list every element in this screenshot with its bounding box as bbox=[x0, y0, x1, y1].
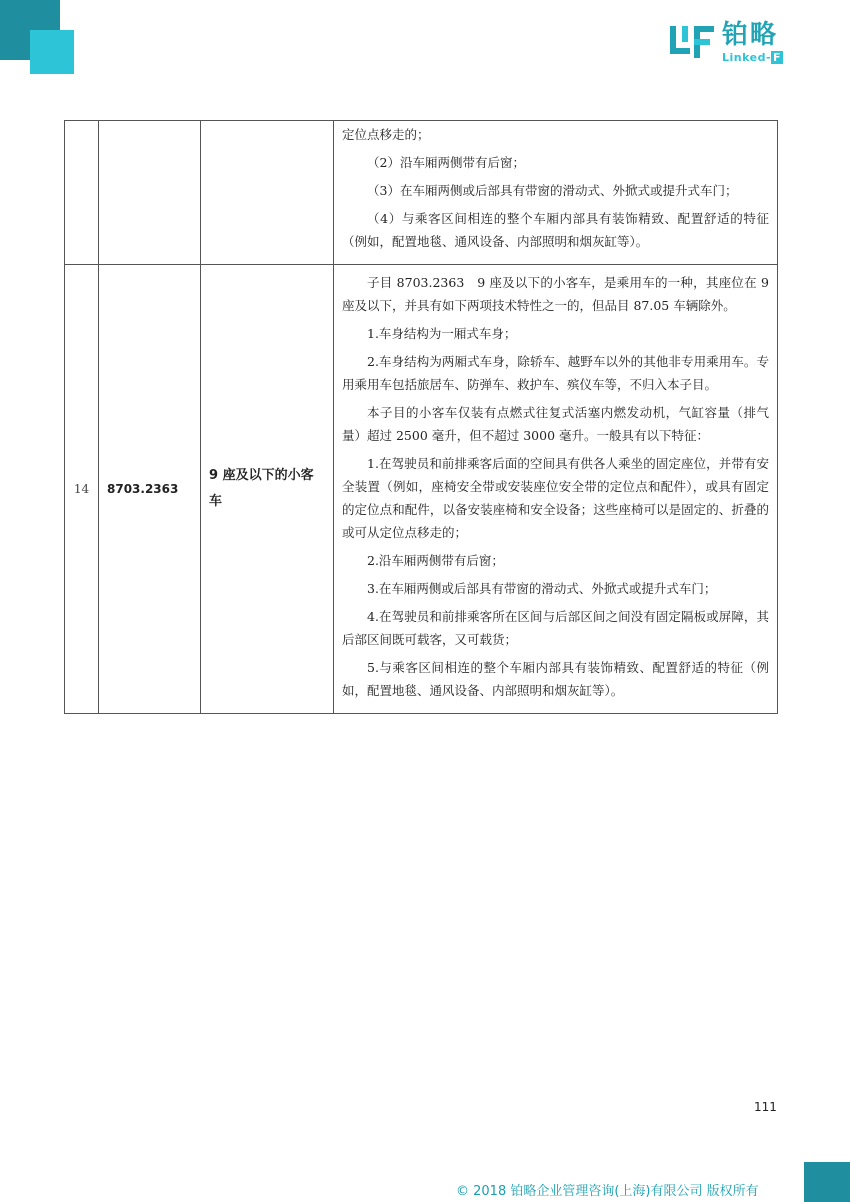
tariff-spec-table bbox=[64, 120, 778, 714]
continued-paragraph-1: 定位点移走的； bbox=[342, 127, 430, 142]
cell-row-number: 14 bbox=[65, 265, 99, 714]
cell-item-name: 9 座及以下的小客车 bbox=[201, 265, 334, 714]
logo-chinese-text: 铂略 bbox=[722, 20, 779, 50]
description-paragraph-6: 2.沿车厢两侧带有后窗； bbox=[367, 553, 504, 568]
description-paragraph-1: 子目 8703.2363 9 座及以下的小客车，是乘用车的一种，其座位在 9 座及以下，并具有如下两项技术特性之一的，但品目 87.05 车辆除外。 bbox=[342, 275, 769, 313]
brand-logo bbox=[668, 20, 798, 66]
table-row-continued bbox=[65, 121, 778, 265]
description-paragraph-3: 2.车身结构为两厢式车身，除轿车、越野车以外的其他非专用乘用车。专用乘用车包括旅居车、防弹车、救护车、殡仪车等，不归入本子目。 bbox=[342, 354, 769, 392]
table-row-14 bbox=[65, 265, 778, 714]
page-number: 111 bbox=[754, 1100, 777, 1114]
footer-decoration-bar bbox=[804, 1162, 850, 1202]
description-paragraph-8: 4.在驾驶员和前排乘客所在区间与后部区间之间没有固定隔板或屏障，其后部区间既可载客，又可载货； bbox=[342, 609, 769, 647]
description-paragraph-2: 1.车身结构为一厢式车身； bbox=[367, 326, 517, 341]
description-paragraph-5: 1.在驾驶员和前排乘客后面的空间具有供各人乘坐的固定座位，并带有安全装置（例如，座椅安全带或安装座位安全带的定位点和配件），或具有固定的定位点和配件，以备安装座椅和安全设备；这些座椅可以是固定的、折叠的或可从定位点移走的； bbox=[342, 456, 769, 540]
cell-tariff-code: 8703.2363 bbox=[99, 265, 201, 714]
logo-english-text bbox=[722, 51, 783, 64]
logo-mark-icon bbox=[668, 22, 718, 62]
cell-description bbox=[334, 265, 778, 714]
continued-paragraph-2: （2）沿车厢两侧带有后窗； bbox=[367, 155, 525, 170]
description-paragraph-7: 3.在车厢两侧或后部具有带窗的滑动式、外掀式或提升式车门； bbox=[367, 581, 717, 596]
description-paragraph-4: 本子目的小客车仅装有点燃式往复式活塞内燃发动机，气缸容量（排气量）超过 2500 毫升，但不超过 3000 毫升。一般具有以下特征： bbox=[342, 405, 769, 443]
logo-english-badge: F bbox=[773, 51, 782, 64]
logo-english-prefix: Linked- bbox=[722, 51, 772, 64]
corner-decoration-light bbox=[30, 30, 74, 74]
continued-paragraph-4: （4）与乘客区间相连的整个车厢内部具有装饰精致、配置舒适的特征（例如，配置地毯、通风设备、内部照明和烟灰缸等）。 bbox=[342, 211, 769, 249]
continued-paragraph-3: （3）在车厢两侧或后部具有带窗的滑动式、外掀式或提升式车门； bbox=[367, 183, 738, 198]
cell-description-continued bbox=[334, 121, 778, 265]
cell-name-empty bbox=[201, 121, 334, 265]
footer-copyright: © 2018 铂略企业管理咨询(上海)有限公司 版权所有 bbox=[456, 1184, 759, 1199]
cell-code-empty bbox=[99, 121, 201, 265]
cell-number-empty bbox=[65, 121, 99, 265]
description-paragraph-9: 5.与乘客区间相连的整个车厢内部具有装饰精致、配置舒适的特征（例如，配置地毯、通风设备、内部照明和烟灰缸等）。 bbox=[342, 660, 769, 698]
